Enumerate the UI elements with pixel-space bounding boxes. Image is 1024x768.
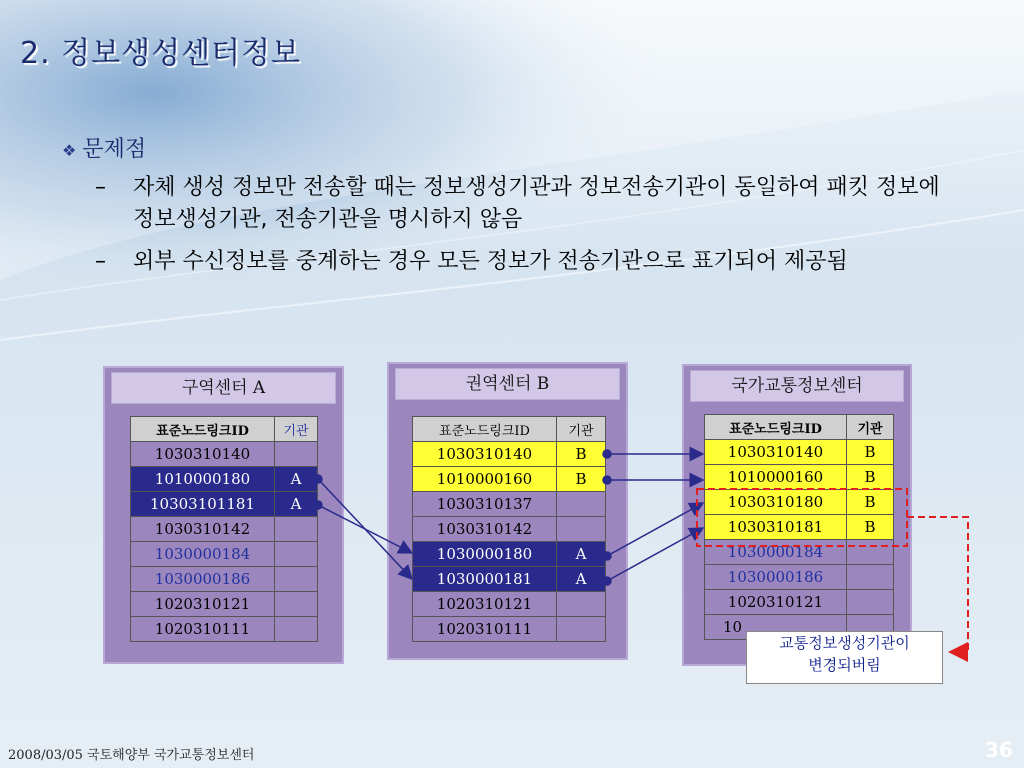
cell-org: B bbox=[847, 490, 894, 515]
column-header-org: 기관 bbox=[557, 417, 606, 442]
cell-link-id: 1020310121 bbox=[131, 592, 275, 617]
cell-org: A bbox=[557, 542, 606, 567]
column-header-link-id: 표준노드링크ID bbox=[705, 415, 847, 440]
cell-org bbox=[275, 567, 318, 592]
cell-org bbox=[275, 592, 318, 617]
cell-link-id: 1030000184 bbox=[131, 542, 275, 567]
cell-org bbox=[275, 542, 318, 567]
cell-org bbox=[557, 492, 606, 517]
table-row bbox=[705, 540, 894, 565]
table-header-row bbox=[413, 417, 606, 442]
cell-org bbox=[847, 540, 894, 565]
page-number: 36 bbox=[985, 738, 1013, 762]
cell-org: B bbox=[847, 465, 894, 490]
cell-link-id: 1030310140 bbox=[131, 442, 275, 467]
table-row bbox=[705, 465, 894, 490]
cell-org bbox=[557, 592, 606, 617]
callout-box bbox=[746, 631, 943, 684]
cell-org bbox=[275, 617, 318, 642]
cell-org bbox=[557, 517, 606, 542]
link-table-a bbox=[130, 416, 318, 642]
cell-link-id: 10 bbox=[705, 615, 847, 640]
cell-link-id: 1030310142 bbox=[413, 517, 557, 542]
table-row bbox=[131, 567, 318, 592]
cell-link-id: 1030310140 bbox=[413, 442, 557, 467]
table-row bbox=[131, 592, 318, 617]
cell-org: A bbox=[275, 467, 318, 492]
bullet-point-text: 자체 생성 정보만 전송할 때는 정보생성기관과 정보전송기관이 동일하여 패킷 정보에 정보생성기관, 전송기관을 명시하지 않음 bbox=[133, 175, 940, 232]
bullet-heading-text: 문제점 bbox=[82, 137, 147, 162]
cell-link-id: 1020310111 bbox=[413, 617, 557, 642]
callout-line-1: 교통정보생성기관이 bbox=[779, 634, 910, 652]
cell-link-id: 1030000184 bbox=[705, 540, 847, 565]
table-row bbox=[705, 515, 894, 540]
table-row bbox=[413, 592, 606, 617]
table-row bbox=[705, 590, 894, 615]
table-row bbox=[413, 617, 606, 642]
cell-org bbox=[847, 565, 894, 590]
column-header-link-id: 표준노드링크ID bbox=[131, 417, 275, 442]
cell-org: A bbox=[275, 492, 318, 517]
table-row bbox=[705, 565, 894, 590]
cell-link-id: 1030310180 bbox=[705, 490, 847, 515]
cell-link-id: 1030000186 bbox=[705, 565, 847, 590]
table-row bbox=[705, 490, 894, 515]
slide-title: 2. 정보생성센터정보 bbox=[20, 36, 301, 71]
cell-org bbox=[847, 590, 894, 615]
bullet-point-text: 외부 수신정보를 중계하는 경우 모든 정보가 전송기관으로 표기되어 제공됨 bbox=[133, 249, 848, 274]
dash-bullet: – bbox=[95, 249, 106, 274]
table-row bbox=[131, 517, 318, 542]
cell-link-id: 1020310121 bbox=[705, 590, 847, 615]
cell-org: B bbox=[557, 467, 606, 492]
cell-link-id: 1010000180 bbox=[131, 467, 275, 492]
cell-link-id: 1030310137 bbox=[413, 492, 557, 517]
callout-line-2: 변경되버림 bbox=[808, 656, 881, 674]
cell-link-id: 1010000160 bbox=[413, 467, 557, 492]
cell-link-id: 1020310111 bbox=[131, 617, 275, 642]
bullet-point-1 bbox=[95, 172, 955, 236]
table-row bbox=[705, 440, 894, 465]
panel-regional-center-b bbox=[387, 362, 628, 660]
panel-national-center bbox=[682, 364, 912, 666]
cell-link-id: 1030000180 bbox=[413, 542, 557, 567]
link-table-b bbox=[412, 416, 606, 642]
table-row bbox=[131, 467, 318, 492]
panel-header: 권역센터 B bbox=[395, 368, 620, 400]
panel-header: 구역센터 A bbox=[111, 372, 336, 404]
panel-header: 국가교통정보센터 bbox=[690, 370, 904, 402]
table-row bbox=[131, 617, 318, 642]
table-row bbox=[131, 542, 318, 567]
cell-link-id: 1030000186 bbox=[131, 567, 275, 592]
column-header-org: 기관 bbox=[275, 417, 318, 442]
cell-org bbox=[557, 617, 606, 642]
column-header-link-id: 표준노드링크ID bbox=[413, 417, 557, 442]
cell-link-id: 1030000181 bbox=[413, 567, 557, 592]
cell-link-id: 10303101181 bbox=[131, 492, 275, 517]
diamond-bullet-icon: ❖ bbox=[62, 141, 77, 160]
cell-link-id: 1030310181 bbox=[705, 515, 847, 540]
table-row bbox=[413, 567, 606, 592]
panel-zone-center-a bbox=[103, 366, 344, 664]
table-row bbox=[131, 492, 318, 517]
cell-link-id: 1030310142 bbox=[131, 517, 275, 542]
footer-text: 2008/03/05 국토해양부 국가교통정보센터 bbox=[8, 748, 255, 763]
cell-org bbox=[275, 517, 318, 542]
column-header-org: 기관 bbox=[847, 415, 894, 440]
table-row bbox=[413, 542, 606, 567]
cell-link-id: 1030310140 bbox=[705, 440, 847, 465]
table-header-row bbox=[131, 417, 318, 442]
bullet-heading bbox=[62, 132, 146, 163]
dash-bullet: – bbox=[95, 175, 106, 200]
bullet-point-2 bbox=[95, 246, 955, 278]
table-row bbox=[413, 467, 606, 492]
table-row bbox=[413, 442, 606, 467]
cell-org: B bbox=[557, 442, 606, 467]
table-row bbox=[413, 517, 606, 542]
table-row bbox=[131, 442, 318, 467]
table-header-row bbox=[705, 415, 894, 440]
cell-link-id: 1010000160 bbox=[705, 465, 847, 490]
cell-org: B bbox=[847, 440, 894, 465]
cell-link-id: 1020310121 bbox=[413, 592, 557, 617]
link-table-national bbox=[704, 414, 894, 640]
cell-org: A bbox=[557, 567, 606, 592]
table-row bbox=[413, 492, 606, 517]
cell-org: B bbox=[847, 515, 894, 540]
cell-org bbox=[275, 442, 318, 467]
